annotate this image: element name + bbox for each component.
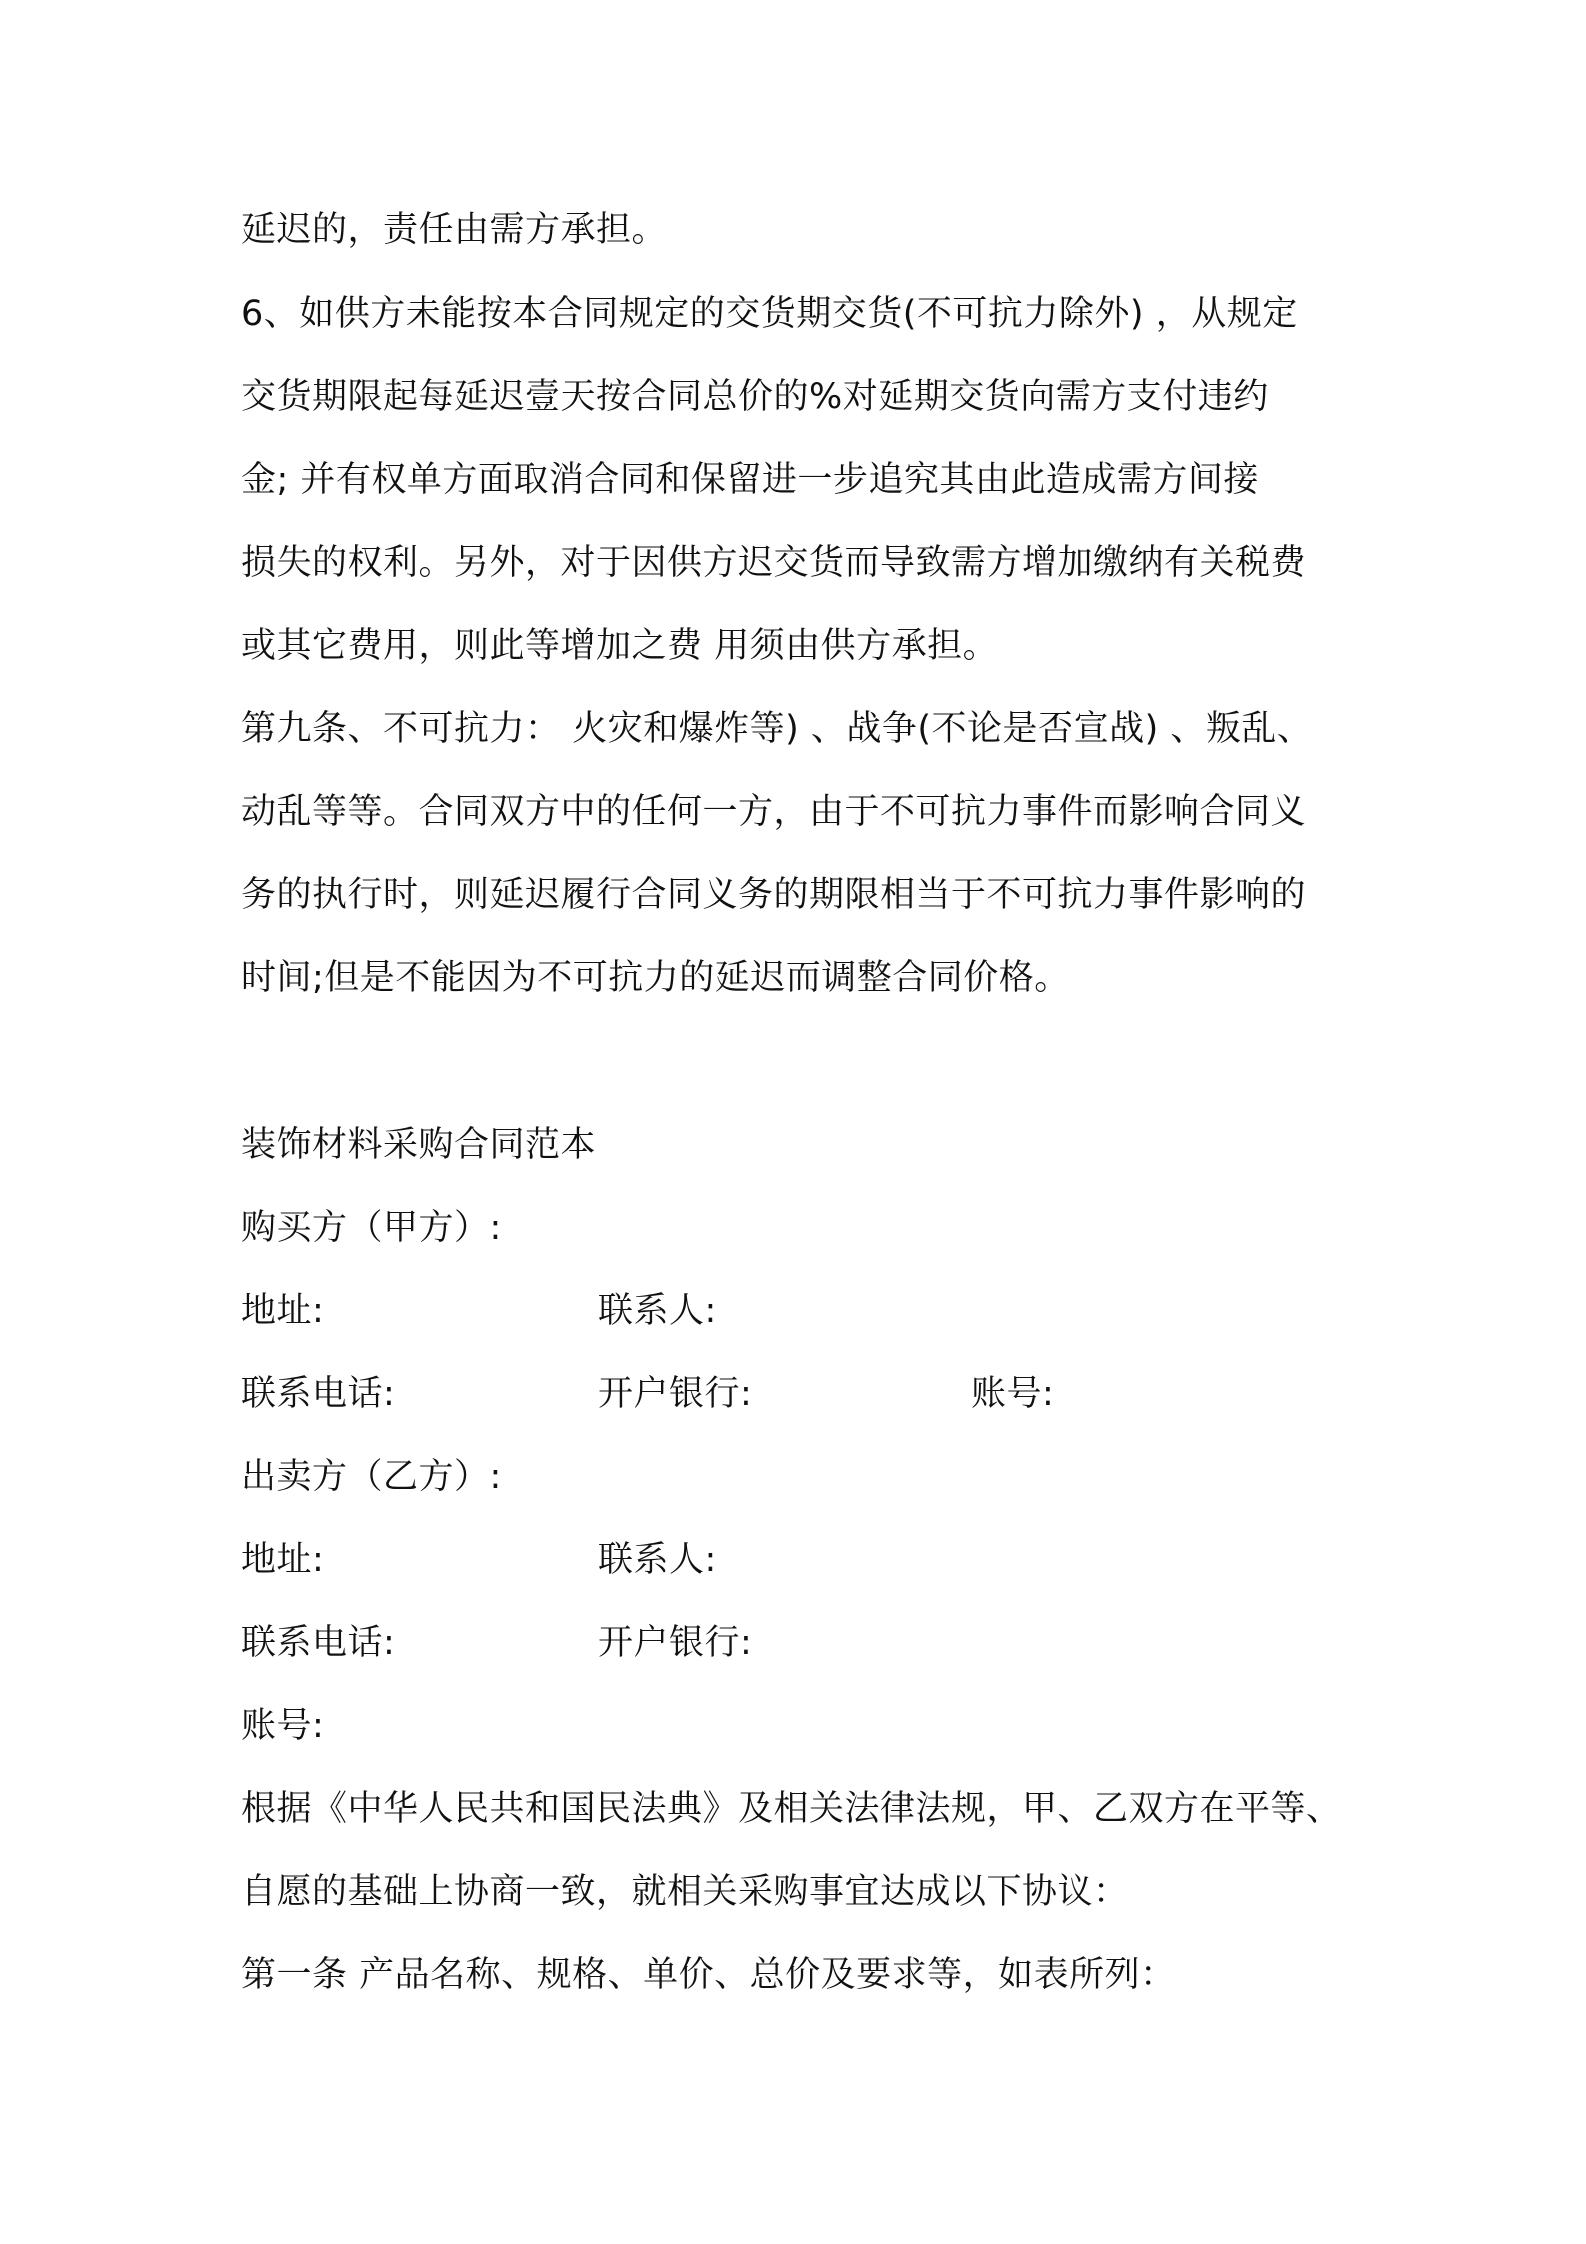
paragraph-line: 动乱等等。合同双方中的任何一方，由于不可抗力事件而影响合同义 <box>241 792 1307 832</box>
seller-contact-label: 联系人: <box>598 1540 717 1580</box>
buyer-address-label: 地址: <box>241 1291 325 1331</box>
buyer-heading: 购买方（甲方）: <box>241 1208 502 1248</box>
preamble-line: 自愿的基础上协商一致，就相关采购事宜达成以下协议： <box>241 1872 1129 1912</box>
buyer-contact-label: 联系人: <box>598 1291 717 1331</box>
seller-heading: 出卖方（乙方）: <box>241 1457 502 1497</box>
seller-bank-label: 开户银行: <box>598 1623 753 1663</box>
buyer-account-label: 账号: <box>971 1374 1055 1414</box>
paragraph-line: 损失的权利。另外，对于因供方迟交货而导致需方增加缴纳有关税费 <box>241 543 1307 583</box>
article-1: 第一条 产品名称、规格、单价、总价及要求等，如表所列： <box>241 1955 1176 1995</box>
buyer-phone-label: 联系电话: <box>241 1374 396 1414</box>
paragraph-line: 务的执行时，则延迟履行合同义务的期限相当于不可抗力事件影响的 <box>241 875 1307 915</box>
seller-address-label: 地址: <box>241 1540 325 1580</box>
contract-title: 装饰材料采购合同范本 <box>241 1125 597 1165</box>
paragraph-line: 时间;但是不能因为不可抗力的延迟而调整合同价格。 <box>241 958 1070 998</box>
paragraph-line: 延迟的，责任由需方承担。 <box>241 210 668 250</box>
paragraph-line: 金; 并有权单方面取消合同和保留进一步追究其由此造成需方间接 <box>241 460 1259 500</box>
buyer-bank-label: 开户银行: <box>598 1374 753 1414</box>
seller-account-label: 账号: <box>241 1706 325 1746</box>
paragraph-line: 或其它费用，则此等增加之费 用须由供方承担。 <box>241 626 999 666</box>
preamble-line: 根据《中华人民共和国民法典》及相关法律法规，甲、乙双方在平等、 <box>241 1789 1342 1829</box>
paragraph-line: 6、如供方未能按本合同规定的交货期交货(不可抗力除外) ，从规定 <box>241 294 1298 334</box>
paragraph-line: 交货期限起每延迟壹天按合同总价的%对延期交货向需方支付违约 <box>241 377 1269 417</box>
paragraph-line: 第九条、不可抗力： 火灾和爆炸等) 、战争(不论是否宣战) 、叛乱、 <box>241 709 1313 749</box>
seller-phone-label: 联系电话: <box>241 1623 396 1663</box>
